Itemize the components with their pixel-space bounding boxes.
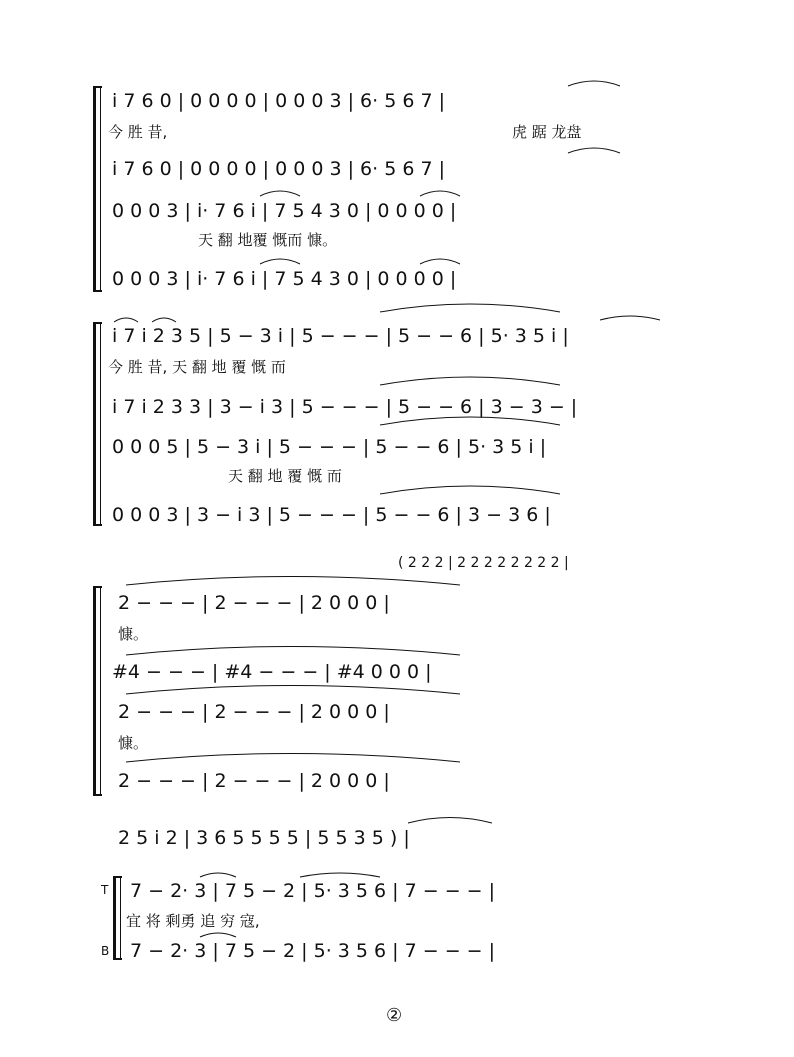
slur (380, 417, 560, 425)
system4-bass: 7 − 2· 3 | 7 5 − 2 | 5· 3 5 6 | 7 − − − | (130, 940, 496, 962)
system3-cue: ( 2 2 2 | 2 2 2 2 2 2 2 2 | (398, 555, 569, 571)
system3-tenor: 2 − − − | 2 − − − | 2 0 0 0 | (118, 701, 390, 723)
system3-lyric1: 慷。 (118, 625, 149, 643)
slur (300, 873, 380, 877)
system1-lyric2: 天 翻 地覆 慨而 慷。 (198, 231, 338, 249)
slur (200, 933, 236, 937)
slur (600, 316, 660, 320)
system2-tenor: 0 0 0 5 | 5 − 3 i | 5 − − − | 5 − − 6 | 5· 3 5 i | (112, 436, 547, 458)
slur (126, 647, 460, 656)
system3-lyric2: 慷。 (118, 734, 149, 752)
slur (114, 318, 138, 322)
slur (380, 486, 560, 494)
system1-bass: 0 0 0 3 | i· 7 6 i | 7 5 4 3 0 | 0 0 0 0 | (112, 268, 457, 290)
slur (260, 259, 300, 264)
system3-soprano: 2 − − − | 2 − − − | 2 0 0 0 | (118, 592, 390, 614)
system1-lyric-a: 今 胜 昔, (108, 123, 168, 141)
slur (260, 191, 300, 196)
slur (152, 318, 176, 322)
system2-soprano: i 7 i 2 3 5 | 5 − 3 i | 5 − − − | 5 − − 6 | 5· 3 5 i | (112, 325, 569, 347)
slur (420, 191, 460, 196)
system4-tenor: 7 − 2· 3 | 7 5 − 2 | 5· 3 5 6 | 7 − − − | (130, 880, 496, 902)
slur (126, 577, 460, 586)
slur (200, 873, 236, 877)
bass-label: B (101, 944, 110, 958)
system1-alto: i 7 6 0 | 0 0 0 0 | 0 0 0 3 | 6· 5 6 7 | (112, 158, 446, 180)
interlude-line: 2 5 i 2 | 3 6 5 5 5 5 | 5 5 3 5 ) | (118, 827, 410, 849)
system2-lyric1: 今 胜 昔, 天 翻 地 覆 慨 而 (108, 358, 286, 376)
system1-soprano: i 7 6 0 | 0 0 0 0 | 0 0 0 3 | 6· 5 6 7 | (112, 90, 446, 112)
system3-bass: 2 − − − | 2 − − − | 2 0 0 0 | (118, 770, 390, 792)
system2-bass: 0 0 0 3 | 3 − i 3 | 5 − − − | 5 − − 6 | 3 − 3 6 | (112, 504, 551, 526)
slur (126, 686, 460, 695)
system2-lyric2: 天 翻 地 覆 慨 而 (228, 467, 342, 485)
slur (408, 818, 492, 824)
slur (126, 754, 460, 763)
slur (380, 304, 560, 312)
system1-tenor: 0 0 0 3 | i· 7 6 i | 7 5 4 3 0 | 0 0 0 0 | (112, 200, 457, 222)
slur (420, 259, 460, 264)
slur (568, 81, 620, 86)
tenor-label: T (101, 883, 109, 897)
slur (380, 377, 560, 385)
system1-lyric-b: 虎 踞 龙盘 (512, 123, 582, 141)
system4-lyric: 宜 将 剩勇 追 穷 寇, (126, 912, 260, 930)
page-number: ② (386, 1005, 403, 1026)
slur (568, 148, 620, 153)
system3-alto: #4 − − − | #4 − − − | #4 0 0 0 | (112, 661, 432, 683)
system2-alto: i 7 i 2 3 3 | 3 − i 3 | 5 − − − | 5 − − 6 | 3 − 3 − | (112, 396, 578, 418)
